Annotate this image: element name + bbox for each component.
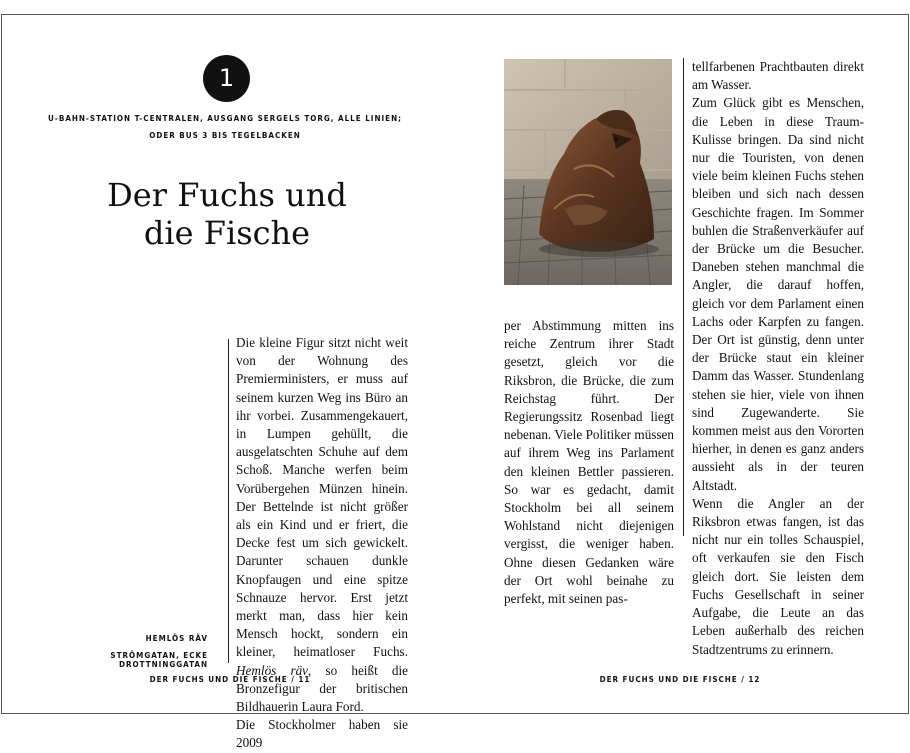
- col2-text: per Abstimmung mitten ins reiche Zentrum ihrer Stadt gesetzt, gleich vor die Riksbron, die Brücke, die zum Reichstag führt. Der Regierungssitz Rosenbad liegt nebenan. Viele Politiker müssen auf ihrem Weg ins Parlament den kleinen Bettler passieren. So war es gedacht, damit Stockholm bei all seinem Wohlstand nicht diejenigen vergisst, die weniger haben. Ohne diesen Gedanken wäre der Ort wohl beinahe zu perfekt, mit seinen pas-: [504, 318, 674, 607]
- fox-sculpture-photo: [504, 59, 672, 285]
- photo-caption-address: STRÖMGATAN, ECKE DROTTNINGGATAN: [110, 651, 208, 669]
- col1-italic: Hemlös räv: [236, 662, 309, 678]
- text-column-2: [504, 317, 674, 607]
- text-column-1: [236, 334, 408, 751]
- column-rule-left: [228, 339, 229, 663]
- chapter-number-badge: 1: [203, 55, 250, 102]
- col1-text: Die kleine Figur sitzt nicht weit von der Wohnung des Premierministers, er muss auf seinem kurzen Weg ins Büro an ihr vorbei. Zusammengekauert, in Lumpen gehüllt, die ausgelatschten Schuhe auf dem Schoß. Manche werfen beim Vorübergehen Münzen hinein. Der Bettelnde ist nicht größer als ein Kind und er friert, die Decke fest um sich gewickelt. Darunter schauen dunkle Knopfaugen und eine spitze Schnauze hervor. Erst jetzt merkt man, dass hier kein Mensch hockt, sondern ein kleiner, heimatloser Fuchs.: [236, 335, 408, 660]
- text-column-3: [692, 58, 864, 657]
- location-line-2: ODER BUS 3 BIS TEGELBACKEN: [149, 131, 301, 140]
- col3-para-1: tellfarbenen Prachtbauten direkt am Wasser.: [692, 59, 864, 93]
- photo-illustration: [504, 59, 672, 285]
- title-line-1: Der Fuchs und: [107, 176, 347, 214]
- col1-rest: , so heißt die Bronzefigur der britischen Bildhauerin Laura Ford.: [236, 662, 408, 715]
- footer-left-page: DER FUCHS UND DIE FISCHE / 11: [149, 675, 311, 684]
- col3-para-2: Zum Glück gibt es Menschen, die Leben in diese Traum-Kulisse bringen. Da sind nicht nur die Touristen, von denen viele beim kleinen Fuchs stehen bleiben und sich nach dessen Geschichte fragen. Im Sommer buhlen die Straßenverkäufer auf der Brücke um die Besucher. Daneben stehen manchmal die Angler, die darauf hoffen, gleich vor dem Parlament einen Lachs oder Karpfen zu fangen. Der Ort ist günstig, denn unter der Brücke staut ein kleiner Damm das Wasser. Stundenlang stehen sie hier, viele von ihnen sind Zugewanderte. Sie kommen meist aus den Vororten hierher, in denen es ganz anders aussieht als in der teuren Altstadt.: [692, 95, 864, 493]
- col1-last: Die Stockholmer haben sie 2009: [236, 717, 408, 751]
- chapter-title: [60, 176, 394, 252]
- location-line-1: U-BAHN-STATION T-CENTRALEN, AUSGANG SERGELS TORG, ALLE LINIEN;: [48, 114, 402, 123]
- col3-para-3: Wenn die Angler an der Riksbron etwas fangen, ist das nicht nur ein tolles Schauspiel, oft verkaufen sie den Fisch gleich dort. Sie leisten dem Fuchs Gesellschaft in seiner Aufgabe, die Leute an das Leben außerhalb des reichen Stadtzentrums zu erinnern.: [692, 495, 864, 657]
- footer-right-page: DER FUCHS UND DIE FISCHE / 12: [599, 675, 761, 684]
- title-line-2: die Fische: [143, 214, 311, 252]
- photo-caption-title: HEMLÖS RÄV: [145, 634, 208, 643]
- column-rule-right: [683, 58, 684, 536]
